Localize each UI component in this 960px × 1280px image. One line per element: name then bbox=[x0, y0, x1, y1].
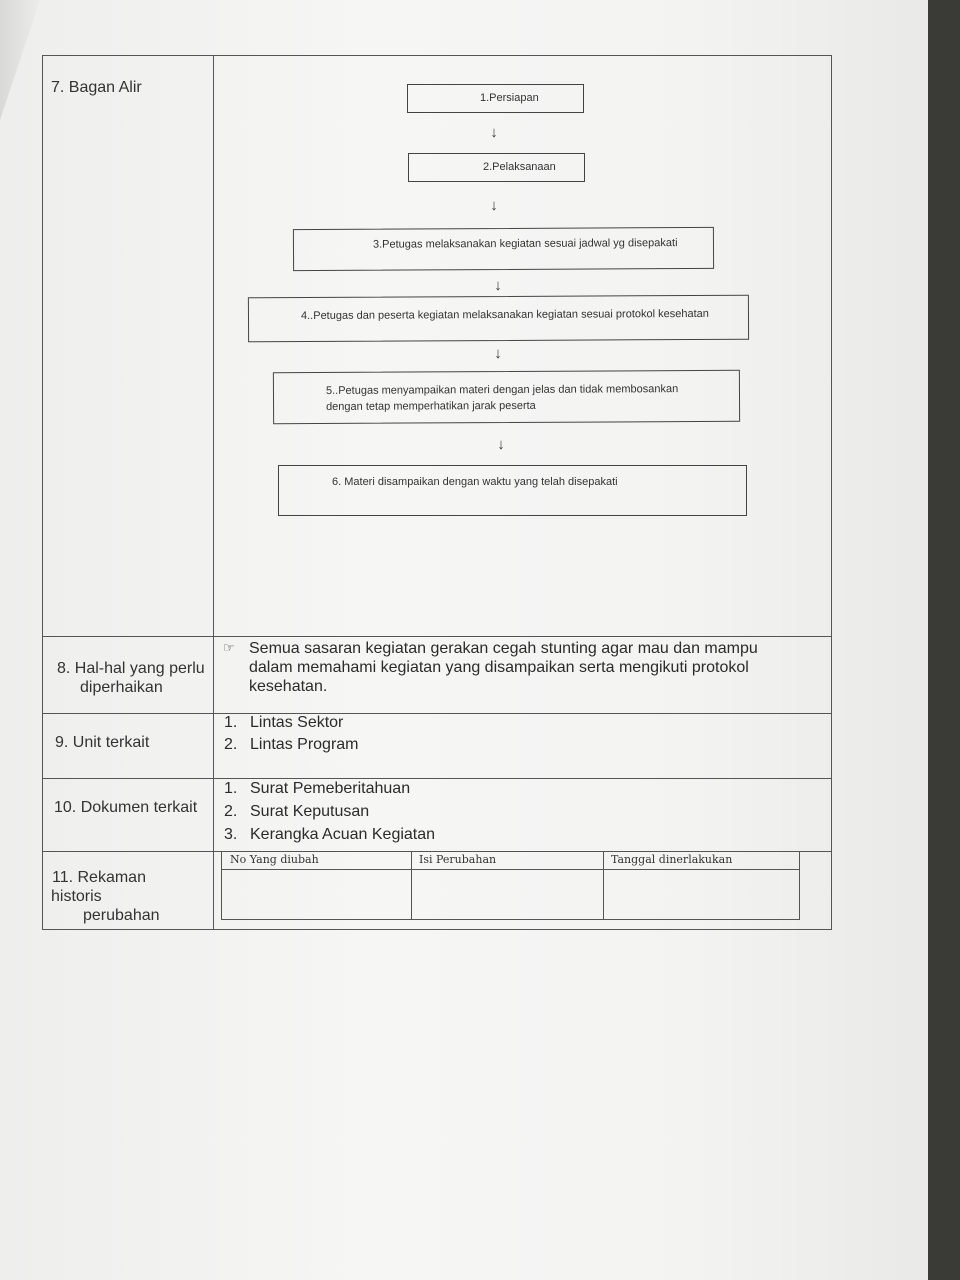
section-unit-label: 9. Unit terkait bbox=[55, 734, 150, 751]
unit-item-1 bbox=[224, 713, 343, 733]
flow-arrow-icon: ↓ bbox=[490, 197, 498, 214]
hal-text-line-3: kesehatan. bbox=[249, 678, 328, 695]
history-table bbox=[221, 851, 800, 920]
dokumen-item-3-text: Kerangka Acuan Kegiatan bbox=[250, 826, 436, 843]
flow-step-5-text-1: 5..Petugas menyampaikan materi dengan jelas dan tidak membosankan bbox=[325, 383, 679, 397]
hand-pointer-icon: ☞ bbox=[223, 640, 235, 655]
section-hal-label-1: 8. Hal-hal yang perlu bbox=[57, 660, 205, 677]
history-col-divider bbox=[603, 852, 604, 919]
unit-item-1-text: Lintas Sektor bbox=[250, 714, 344, 731]
section-rekaman-label-1: 11. Rekaman bbox=[52, 869, 146, 886]
history-header-no: No Yang diubah bbox=[230, 853, 319, 866]
unit-item-2 bbox=[224, 735, 359, 755]
dokumen-item-2-number: 2. bbox=[224, 803, 238, 820]
flow-step-4-text: 4..Petugas dan peserta kegiatan melaksanakan kegiatan sesuai protokol kesehatan bbox=[300, 307, 709, 323]
dokumen-item-2 bbox=[224, 802, 369, 822]
flow-step-4 bbox=[248, 295, 749, 343]
flow-step-2-text: 2.Pelaksanaan bbox=[483, 161, 556, 173]
flow-step-2 bbox=[408, 153, 585, 182]
section-bagan-alir-label: 7. Bagan Alir bbox=[51, 79, 142, 96]
dokumen-item-2-text: Surat Keputusan bbox=[250, 803, 370, 820]
flow-step-1 bbox=[407, 84, 584, 113]
row-divider bbox=[43, 636, 831, 637]
dokumen-item-3-number: 3. bbox=[224, 826, 238, 843]
section-rekaman-label-3: perubahan bbox=[83, 907, 160, 924]
section-hal-label-2: diperhaikan bbox=[80, 679, 163, 696]
flow-step-5 bbox=[273, 370, 740, 424]
unit-item-2-number: 2. bbox=[224, 736, 238, 753]
flow-step-1-text: 1.Persiapan bbox=[480, 92, 539, 104]
dokumen-item-1-text: Surat Pemeberitahuan bbox=[250, 780, 411, 797]
flow-step-3 bbox=[293, 227, 714, 271]
row-divider bbox=[43, 778, 831, 779]
dokumen-item-1-number: 1. bbox=[224, 780, 238, 797]
column-divider bbox=[213, 56, 214, 929]
flow-arrow-icon: ↓ bbox=[490, 124, 498, 141]
hal-text-line-1: Semua sasaran kegiatan gerakan cegah stunting agar mau dan mampu bbox=[249, 640, 758, 657]
unit-item-1-number: 1. bbox=[224, 714, 238, 731]
page-corner bbox=[0, 0, 40, 120]
flow-step-6-text: 6. Materi disampaikan dengan waktu yang telah disepakati bbox=[332, 476, 618, 488]
hal-text-line-2: dalam memahami kegiatan yang disampaikan serta mengikuti protokol bbox=[249, 659, 749, 676]
flow-arrow-icon: ↓ bbox=[494, 345, 502, 362]
section-dokumen-label: 10. Dokumen terkait bbox=[54, 799, 198, 816]
flow-step-3-text: 3.Petugas melaksanakan kegiatan sesuai jadwal yg disepakati bbox=[372, 237, 678, 251]
row-divider bbox=[43, 713, 831, 714]
flow-step-5-text-2: dengan tetap memperhatikan jarak peserta bbox=[326, 399, 536, 413]
flow-step-6 bbox=[278, 465, 747, 516]
history-header-isi: Isi Perubahan bbox=[419, 853, 497, 866]
flow-arrow-icon: ↓ bbox=[494, 277, 502, 294]
unit-item-2-text: Lintas Program bbox=[250, 736, 359, 753]
sop-table bbox=[42, 55, 832, 930]
history-header-tanggal: Tanggal dinerlakukan bbox=[611, 853, 733, 866]
dokumen-item-1 bbox=[224, 779, 410, 799]
section-rekaman-label-2: historis bbox=[51, 888, 102, 905]
history-col-divider bbox=[411, 852, 412, 919]
dokumen-item-3 bbox=[224, 825, 435, 845]
flow-arrow-icon: ↓ bbox=[497, 436, 505, 453]
